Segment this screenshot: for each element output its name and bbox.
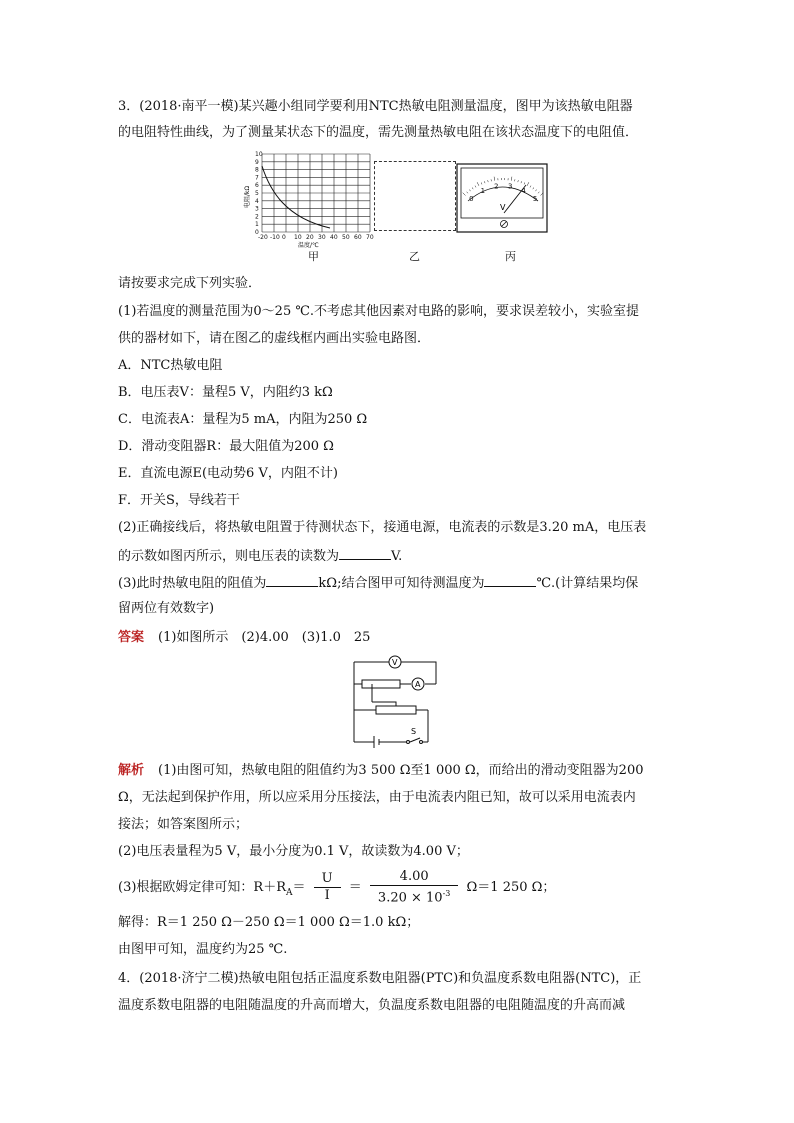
graph-y-tick: 6	[255, 182, 259, 190]
graph-x-tick: 10	[294, 234, 302, 241]
voltmeter-reading-blank[interactable]	[339, 546, 391, 560]
voltmeter-scale-label: 0	[469, 195, 474, 204]
option-e: E．直流电源E(电动势6 V，内阻不计)	[118, 466, 338, 481]
option-d: D．滑动变阻器R：最大阻值为200 Ω	[118, 439, 334, 454]
q3-part2-line-1: (2)正确接线后，将热敏电阻置于待测状态下，接通电源，电流表的示数是3.20 mA，电压表	[118, 520, 647, 535]
analysis-line-2: Ω，无法起到保护作用，所以应采用分压接法，由于电流表内阻已知，故可以采用电流表内	[118, 790, 636, 805]
graph-y-tick: 4	[255, 197, 259, 205]
option-b: B．电压表V：量程5 V，内阻约3 kΩ	[118, 385, 333, 400]
graph-x-tick: 40	[330, 234, 338, 241]
analysis-formula-line: (3)根据欧姆定律可知：$R+R_A=$ $\frac{U}{I}$ ＝ $\frac{4.00}{3.20 \times 10^{-3}}$ Ω＝1 250 Ω；	[118, 869, 556, 906]
graph-x-tick: 20	[306, 234, 314, 241]
answer-line	[118, 629, 370, 647]
q3-part2-line-2: 的示数如图丙所示，则电压表的读数为 V.	[118, 546, 402, 566]
voltmeter-scale-label: 4	[521, 186, 526, 195]
analysis-line-1: 解析 (1)由图可知，热敏电阻的阻值约为3 500 Ω至1 000 Ω，而给出的滑动变阻器为200	[118, 763, 644, 778]
analysis-line-7: 由图甲可知，温度约为25 ℃.	[118, 942, 288, 957]
option-a: A．NTC热敏电阻	[118, 358, 223, 373]
option-c: C．电流表A：量程为5 mA，内阻为250 Ω	[118, 412, 368, 427]
q3-part3-line-2: 留两位有效数字)	[118, 601, 215, 616]
q3-part1-line-2: 供的器材如下，请在图乙的虚线框内画出实验电路图．	[118, 331, 431, 346]
voltmeter-unit-label: V	[500, 203, 506, 212]
answer-label: 答案	[118, 630, 145, 645]
graph-y-tick: 9	[255, 158, 259, 166]
graph-x-tick: 0	[282, 234, 286, 241]
graph-x-tick: -20	[258, 234, 268, 241]
q3-after-figure-text: 请按要求完成下列实验．	[118, 276, 262, 291]
graph-x-tick: 70	[366, 234, 374, 241]
rheostat	[376, 706, 416, 714]
graph-y-tick: 8	[255, 166, 259, 174]
svg-text:S: S	[411, 727, 417, 736]
fraction-u-over-i: $\frac{U}{I}$	[314, 872, 341, 903]
temperature-blank[interactable]	[484, 573, 536, 587]
figure-bing-caption: 丙	[505, 250, 516, 263]
q3-intro-line-1: 3．(2018·南平一模)某兴趣小组同学要利用NTC热敏电阻测量温度，图甲为该热敏电阻器	[118, 99, 633, 114]
graph-x-tick: 60	[354, 234, 362, 241]
graph-x-label: 温度/℃	[298, 242, 319, 249]
analysis-line-4: (2)电压表量程为5 V，最小分度为0.1 V，故读数为4.00 V；	[118, 844, 469, 859]
graph-y-tick: 3	[255, 205, 259, 213]
graph-y-tick: 10	[255, 151, 263, 158]
graph-x-tick: 50	[342, 234, 350, 241]
analysis-line-6: 解得：R＝1 250 Ω－250 Ω＝1 000 Ω＝1.0 kΩ；	[118, 915, 420, 930]
figure-jia-graph	[238, 146, 378, 250]
figure-yi-caption: 乙	[409, 250, 420, 263]
option-f: F．开关S，导线若干	[118, 493, 240, 508]
q3-intro-line-2: 的电阻特性曲线，为了测量某状态下的温度，需先测量热敏电阻在该状态温度下的电阻值．	[118, 125, 639, 140]
svg-text:V: V	[392, 658, 398, 667]
graph-x-tick: -10	[270, 234, 280, 241]
q3-part1-line-1: (1)若温度的测量范围为0～25 ℃.不考虑其他因素对电路的影响，要求误差较小，实验室提	[118, 304, 640, 319]
figure-bing-voltmeter	[456, 163, 548, 233]
graph-y-tick: 2	[255, 213, 259, 221]
graph-y-tick: 1	[255, 221, 259, 229]
analysis-label: 解析	[118, 763, 145, 778]
voltmeter-scale-label: 1	[480, 186, 486, 195]
graph-y-tick: 7	[255, 174, 259, 182]
graph-y-tick: 5	[255, 190, 259, 197]
voltmeter-scale-label: 2	[493, 182, 499, 191]
figure-jia-caption: 甲	[308, 250, 319, 263]
graph-y-label: 电阻/kΩ	[244, 185, 251, 208]
svg-text:A: A	[415, 680, 421, 689]
answer-circuit-diagram	[348, 654, 444, 750]
voltmeter-scale-label: 5	[532, 195, 538, 204]
fraction-values: $\frac{4.00}{3.20 \times 10^{-3}}$	[370, 870, 458, 905]
q4-line-2: 温度系数电阻器的电阻随温度的升高而增大，负温度系数电阻器的电阻随温度的升高而减	[118, 998, 626, 1013]
figure-yi-dashed-box	[374, 161, 456, 231]
ntc-characteristic-curve	[262, 166, 330, 228]
voltmeter-scale-label: 3	[508, 182, 513, 191]
graph-x-tick: 30	[318, 234, 326, 241]
resistance-blank[interactable]	[266, 573, 318, 587]
answer-text: (1)如图所示 (2)4.00 (3)1.0 25	[158, 630, 371, 645]
q3-part3-line-1: (3)此时热敏电阻的阻值为 kΩ;结合图甲可知待测温度为 ℃.(计算结果均保	[118, 573, 638, 593]
q4-line-1: 4．(2018·济宁二模)热敏电阻包括正温度系数电阻器(PTC)和负温度系数电阻器(NTC)，正	[118, 971, 642, 986]
thermistor-resistor	[362, 680, 400, 688]
analysis-line-3: 接法；如答案图所示；	[118, 817, 249, 832]
graph-y-tick: 0	[255, 229, 259, 236]
